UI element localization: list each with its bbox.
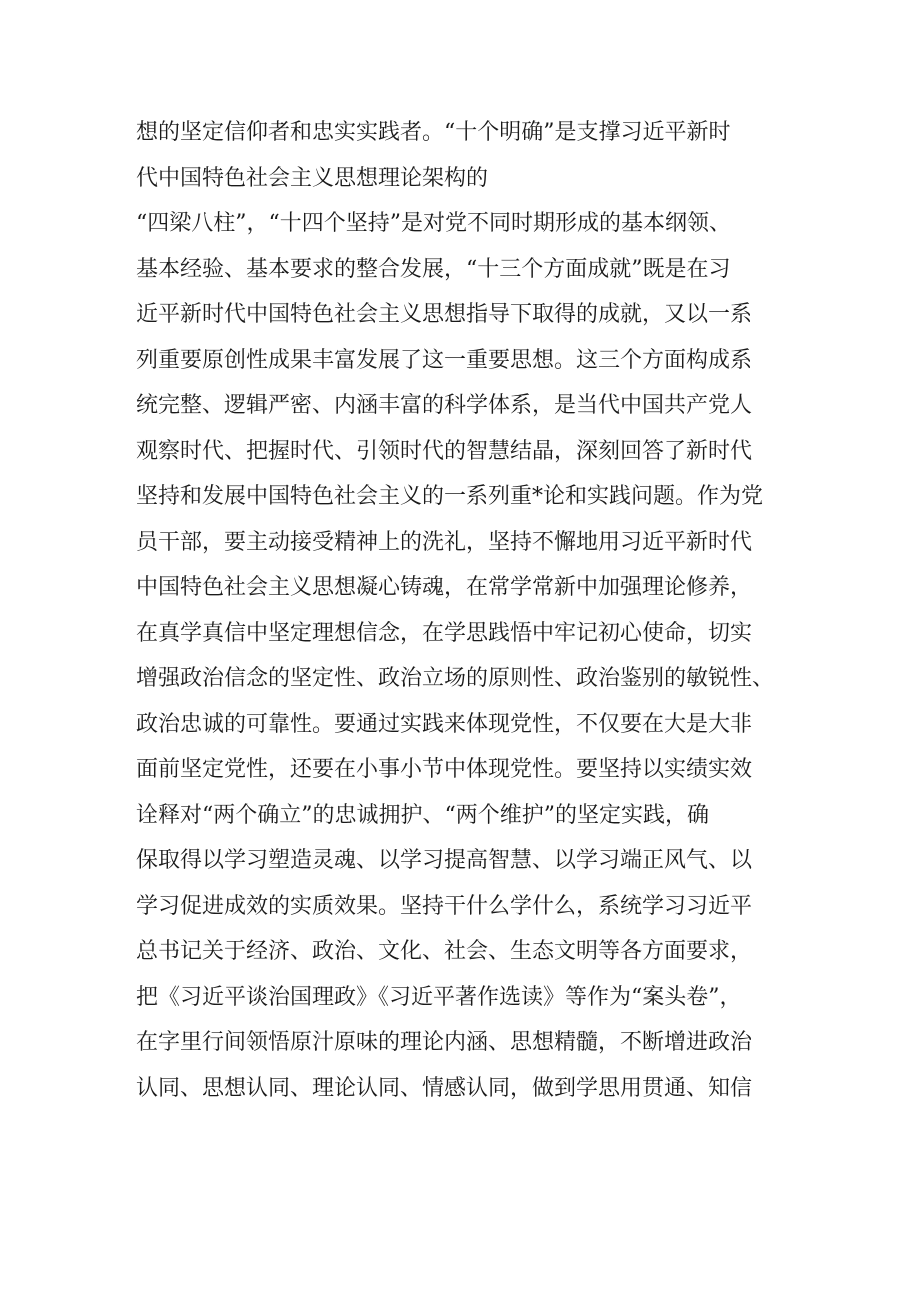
text-line: 保取得以学习塑造灵魂、以学习提高智慧、以学习端正风气、以 — [136, 848, 753, 873]
text-line: 列重要原创性成果丰富发展了这一重要思想。这三个方面构成系 — [136, 347, 753, 373]
text-line: 面前坚定党性，还要在小事小节中体现党性。要坚持以实绩实效 — [136, 757, 753, 782]
text-line: 观察时代、把握时代、引领时代的智慧结晶，深刻回答了新时代 — [136, 438, 753, 464]
text-line: 中国特色社会主义思想凝心铸魂，在常学常新中加强理论修养， — [136, 575, 753, 600]
text-line: 统完整、逻辑严密、内涵丰富的科学体系，是当代中国共产党人 — [136, 393, 753, 418]
text-line: 在真学真信中坚定理想信念，在学思践悟中牢记初心使命，切实 — [136, 620, 753, 646]
text-line: 政治忠诚的可靠性。要通过实践来体现党性，不仅要在大是大非 — [136, 711, 753, 737]
text-line: 想的坚定信仰者和忠实实践者。“十个明确”是支撑习近平新时 — [136, 120, 731, 145]
text-line: 在字里行间领悟原汁原味的理论内涵、思想精髓，不断增进政治 — [136, 1030, 753, 1055]
text-line: 代中国特色社会主义思想理论架构的 — [136, 165, 489, 191]
text-line: 基本经验、基本要求的整合发展，“十三个方面成就”既是在习 — [136, 256, 731, 282]
text-line: 学习促进成效的实质效果。坚持干什么学什么，系统学习习近平 — [136, 893, 753, 919]
text-line: “四梁八柱”，“十四个坚持”是对党不同时期形成的基本纲领、 — [136, 211, 731, 236]
text-line: 把《习近平谈治国理政》《习近平著作选读》等作为“案头卷”， — [136, 984, 742, 1010]
text-line: 诠释对“两个确立”的忠诚拥护、“两个维护”的坚定实践，确 — [136, 802, 709, 828]
text-line: 总书记关于经济、政治、文化、社会、生态文明等各方面要求， — [136, 939, 753, 964]
text-line: 坚持和发展中国特色社会主义的一系列重*论和实践问题。作为党 — [136, 484, 764, 509]
text-line: 认同、思想认同、理论认同、情感认同，做到学思用贯通、知信 — [136, 1075, 753, 1101]
text-line: 员干部，要主动接受精神上的洗礼，坚持不懈地用习近平新时代 — [136, 529, 753, 555]
body-text — [136, 110, 806, 1111]
text-line: 近平新时代中国特色社会主义思想指导下取得的成就，又以一系 — [136, 302, 753, 327]
text-line: 增强政治信念的坚定性、政治立场的原则性、政治鉴别的敏锐性、 — [136, 666, 775, 691]
